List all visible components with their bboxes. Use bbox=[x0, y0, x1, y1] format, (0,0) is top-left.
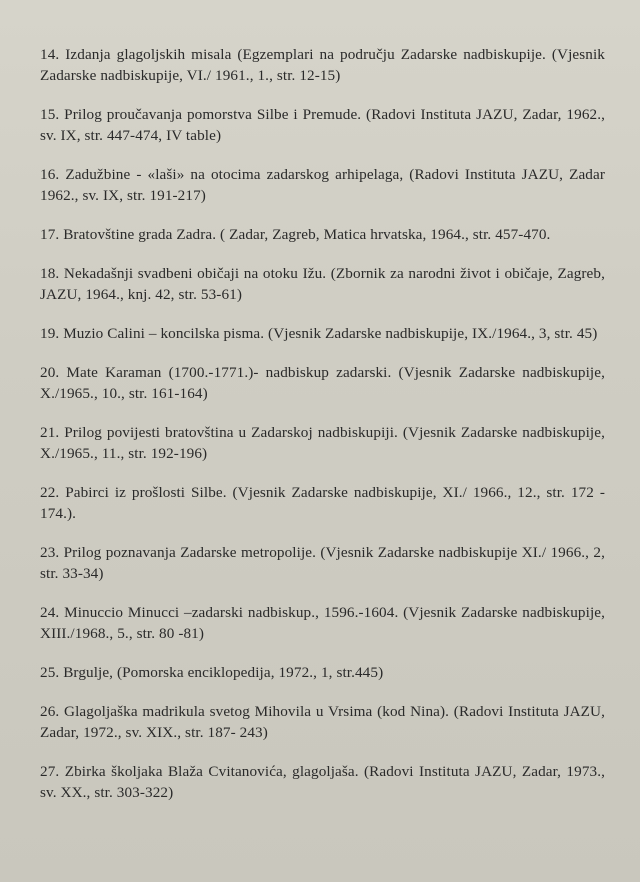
entry-number: 15. bbox=[40, 106, 60, 123]
entry-number: 22. bbox=[40, 484, 60, 501]
bibliography-entry-24 bbox=[40, 602, 605, 644]
entry-number: 20. bbox=[40, 364, 60, 381]
bibliography-entry-21 bbox=[40, 422, 605, 464]
entry-text: Nekadašnji svadbeni običaji na otoku Ižu. (Zbornik za narodni život i običaje, Zagreb, JAZU, 1964., knj. 42, str. 53-61) bbox=[40, 265, 605, 303]
entry-number: 27. bbox=[40, 763, 60, 780]
entry-number: 26. bbox=[40, 703, 60, 720]
entry-number: 24. bbox=[40, 604, 60, 621]
bibliography-list bbox=[40, 44, 605, 821]
entry-text: Muzio Calini – koncilska pisma. (Vjesnik Zadarske nadbiskupije, IX./1964., 3, str. 45) bbox=[63, 325, 598, 342]
bibliography-entry-26 bbox=[40, 701, 605, 743]
entry-text: Zbirka školjaka Blaža Cvitanovića, glagoljaša. (Radovi Instituta JAZU, Zadar, 1973., sv. XX., str. 303-322) bbox=[40, 763, 606, 801]
bibliography-entry-22 bbox=[40, 482, 605, 524]
bibliography-entry-20 bbox=[40, 362, 605, 404]
entry-text: Mate Karaman (1700.-1771.)- nadbiskup zadarski. (Vjesnik Zadarske nadbiskupije, X./1965., 10., str. 161-164) bbox=[40, 364, 605, 402]
entry-text: Prilog poznavanja Zadarske metropolije. (Vjesnik Zadarske nadbiskupije XI./ 1966., 2, str. 33-34) bbox=[40, 544, 605, 582]
bibliography-entry-25 bbox=[40, 662, 605, 683]
entry-number: 18. bbox=[40, 265, 60, 282]
entry-number: 16. bbox=[40, 166, 60, 183]
entry-number: 25. bbox=[40, 664, 60, 681]
bibliography-entry-27 bbox=[40, 761, 605, 803]
bibliography-entry-15 bbox=[40, 104, 605, 146]
bibliography-entry-23 bbox=[40, 542, 605, 584]
entry-text: Izdanja glagoljskih misala (Egzemplari na području Zadarske nadbiskupije. (Vjesnik Zadarske nadbiskupije, VI./ 1961., 1., str. 12-15) bbox=[40, 46, 605, 84]
bibliography-entry-16 bbox=[40, 164, 605, 206]
bibliography-entry-17 bbox=[40, 224, 605, 245]
bibliography-entry-14 bbox=[40, 44, 605, 86]
bibliography-entry-18 bbox=[40, 263, 605, 305]
entry-number: 17. bbox=[40, 226, 60, 243]
bibliography-entry-19 bbox=[40, 323, 605, 344]
entry-text: Zadužbine - «laši» na otocima zadarskog arhipelaga, (Radovi Instituta JAZU, Zadar 1962., sv. IX, str. 191-217) bbox=[40, 166, 605, 204]
entry-number: 19. bbox=[40, 325, 60, 342]
entry-text: Glagoljaška madrikula svetog Mihovila u Vrsima (kod Nina). (Radovi Instituta JAZU, Zadar, 1972., sv. XIX., str. 187- 243) bbox=[40, 703, 606, 741]
entry-text: Prilog proučavanja pomorstva Silbe i Premude. (Radovi Instituta JAZU, Zadar, 1962., sv. IX, str. 447-474, IV table) bbox=[40, 106, 605, 144]
entry-number: 21. bbox=[40, 424, 60, 441]
entry-number: 23. bbox=[40, 544, 60, 561]
entry-text: Prilog povijesti bratovština u Zadarskoj nadbiskupiji. (Vjesnik Zadarske nadbiskupije, X./1965., 11., str. 192-196) bbox=[40, 424, 605, 462]
entry-text: Brgulje, (Pomorska enciklopedija, 1972., 1, str.445) bbox=[63, 664, 384, 681]
entry-text: Pabirci iz prošlosti Silbe. (Vjesnik Zadarske nadbiskupije, XI./ 1966., 12., str. 172 - 174.). bbox=[40, 484, 605, 522]
entry-text: Minuccio Minucci –zadarski nadbiskup., 1596.-1604. (Vjesnik Zadarske nadbiskupije, XIII./1968., 5., str. 80 -81) bbox=[40, 604, 605, 642]
entry-number: 14. bbox=[40, 46, 60, 63]
entry-text: Bratovštine grada Zadra. ( Zadar, Zagreb, Matica hrvatska, 1964., str. 457-470. bbox=[63, 226, 551, 243]
